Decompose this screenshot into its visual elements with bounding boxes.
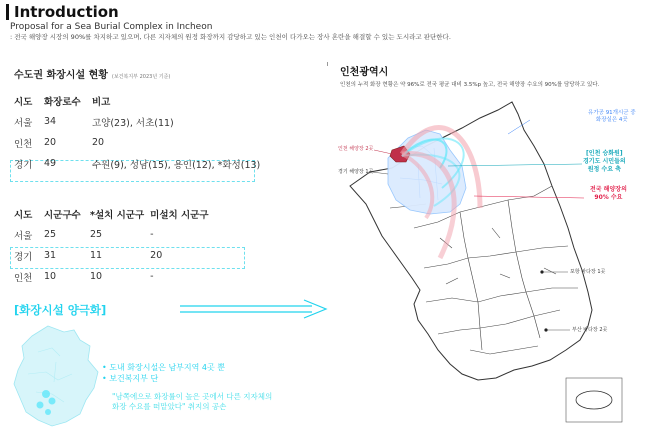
map-label-incheon: 인천 해양장 2곳 bbox=[338, 146, 374, 152]
table-cell: 인천 bbox=[14, 272, 33, 284]
table-header-cell: 시군구수 bbox=[44, 209, 81, 221]
right-arrow-icon bbox=[180, 298, 330, 322]
table-cell: - bbox=[150, 229, 154, 240]
korea-map bbox=[330, 88, 648, 433]
table-cell: 경기 bbox=[14, 251, 33, 263]
table-cell: 20 bbox=[150, 250, 163, 261]
table-row bbox=[14, 111, 266, 132]
table-row bbox=[14, 224, 215, 245]
table-cell: 49 bbox=[44, 158, 57, 169]
table-header-cell: 화장로수 bbox=[44, 96, 81, 108]
table-header-row bbox=[14, 203, 215, 224]
polarization-bullets bbox=[102, 362, 225, 384]
table-cell: 20 bbox=[44, 137, 57, 148]
table-cell: 서울 bbox=[14, 117, 33, 129]
table-cell: 25 bbox=[90, 229, 103, 240]
table-header-cell: 시도 bbox=[14, 96, 33, 108]
table-cell: 25 bbox=[44, 229, 57, 240]
map-description: 인천의 누적 화장 현황은 약 96%로 전국 평균 대비 3.5%p 높고, 전국 해양장 수요의 90%를 담당하고 있다. bbox=[340, 82, 600, 88]
table-cell: 10 bbox=[90, 271, 103, 282]
map-label-busan: 부산 바다장 2곳 bbox=[572, 327, 608, 333]
table-cell: 서울 bbox=[14, 230, 33, 242]
table-row bbox=[14, 153, 266, 174]
table-cell: 고양(23), 서초(11) bbox=[92, 117, 174, 129]
table-cell: 경기 bbox=[14, 159, 33, 171]
list-item: • 도내 화장시설은 남부지역 4곳 뿐 bbox=[102, 362, 225, 373]
table-cell: 수원(9), 성남(15), 용인(12), *화성(13) bbox=[92, 159, 261, 171]
quote-line: "남쪽에으로 화장률이 높은 곳에서 다른 지자체의 bbox=[112, 392, 273, 401]
table-row bbox=[14, 132, 266, 153]
table-cell: - bbox=[150, 271, 154, 282]
map-title: 인천광역시 bbox=[340, 67, 389, 78]
table-header-row bbox=[14, 90, 266, 111]
corner-tick bbox=[327, 62, 328, 66]
gyeonggi-map-thumbnail bbox=[8, 322, 103, 430]
table1-heading-text: 수도권 화장시설 현황 bbox=[14, 70, 108, 81]
map-label-teal: [인천 승화원] 경기도 시민들의 원정 수요 축 bbox=[583, 150, 626, 173]
map-label-gyeonggi: 경기 해양장 1곳 bbox=[338, 169, 374, 175]
polarization-quote bbox=[112, 392, 272, 412]
page-subtitle: Proposal for a Sea Burial Complex in Incheon bbox=[10, 22, 213, 32]
map-label-north: 유가공 91개시군 중 화장실은 4곳 bbox=[588, 110, 636, 123]
page-description: : 전국 해양장 시장의 90%를 차지하고 있으며, 다른 지자체의 원정 화장까지 감당하고 있는 인천이 다가오는 장사 혼란을 해결할 수 있는 도시라고 판단한다. bbox=[10, 33, 451, 41]
table-header-cell: 미설치 시군구 bbox=[150, 209, 209, 221]
table-header-cell: 비고 bbox=[92, 96, 111, 108]
table1-source: (보건복지부 2023년 기준) bbox=[111, 74, 171, 80]
table-header-cell: *설치 시군구 bbox=[90, 209, 145, 221]
polarization-title: [화장시설 양극화] bbox=[14, 303, 107, 317]
table-cell: 10 bbox=[44, 271, 57, 282]
table-row bbox=[14, 245, 215, 266]
table-row bbox=[14, 266, 215, 287]
table-cell: 11 bbox=[90, 250, 103, 261]
table-cell: 31 bbox=[44, 250, 57, 261]
municipality-table bbox=[14, 203, 215, 287]
table-cell: 인천 bbox=[14, 138, 33, 150]
crematorium-table bbox=[14, 90, 266, 174]
map-label-pohang: 포항 바다장 1곳 bbox=[570, 269, 606, 275]
quote-line: 화장 수요를 떠맡았다" 취지의 공손 bbox=[112, 402, 227, 411]
table-header-cell: 시도 bbox=[14, 209, 33, 221]
table1-heading bbox=[14, 66, 170, 81]
list-item: • 보건복지부 단 bbox=[102, 373, 225, 384]
page-title: Introduction bbox=[6, 4, 119, 20]
table-cell: 20 bbox=[92, 137, 105, 148]
map-label-red: 전국 해양장의 90% 수요 bbox=[590, 186, 627, 201]
table-cell: 34 bbox=[44, 116, 57, 127]
